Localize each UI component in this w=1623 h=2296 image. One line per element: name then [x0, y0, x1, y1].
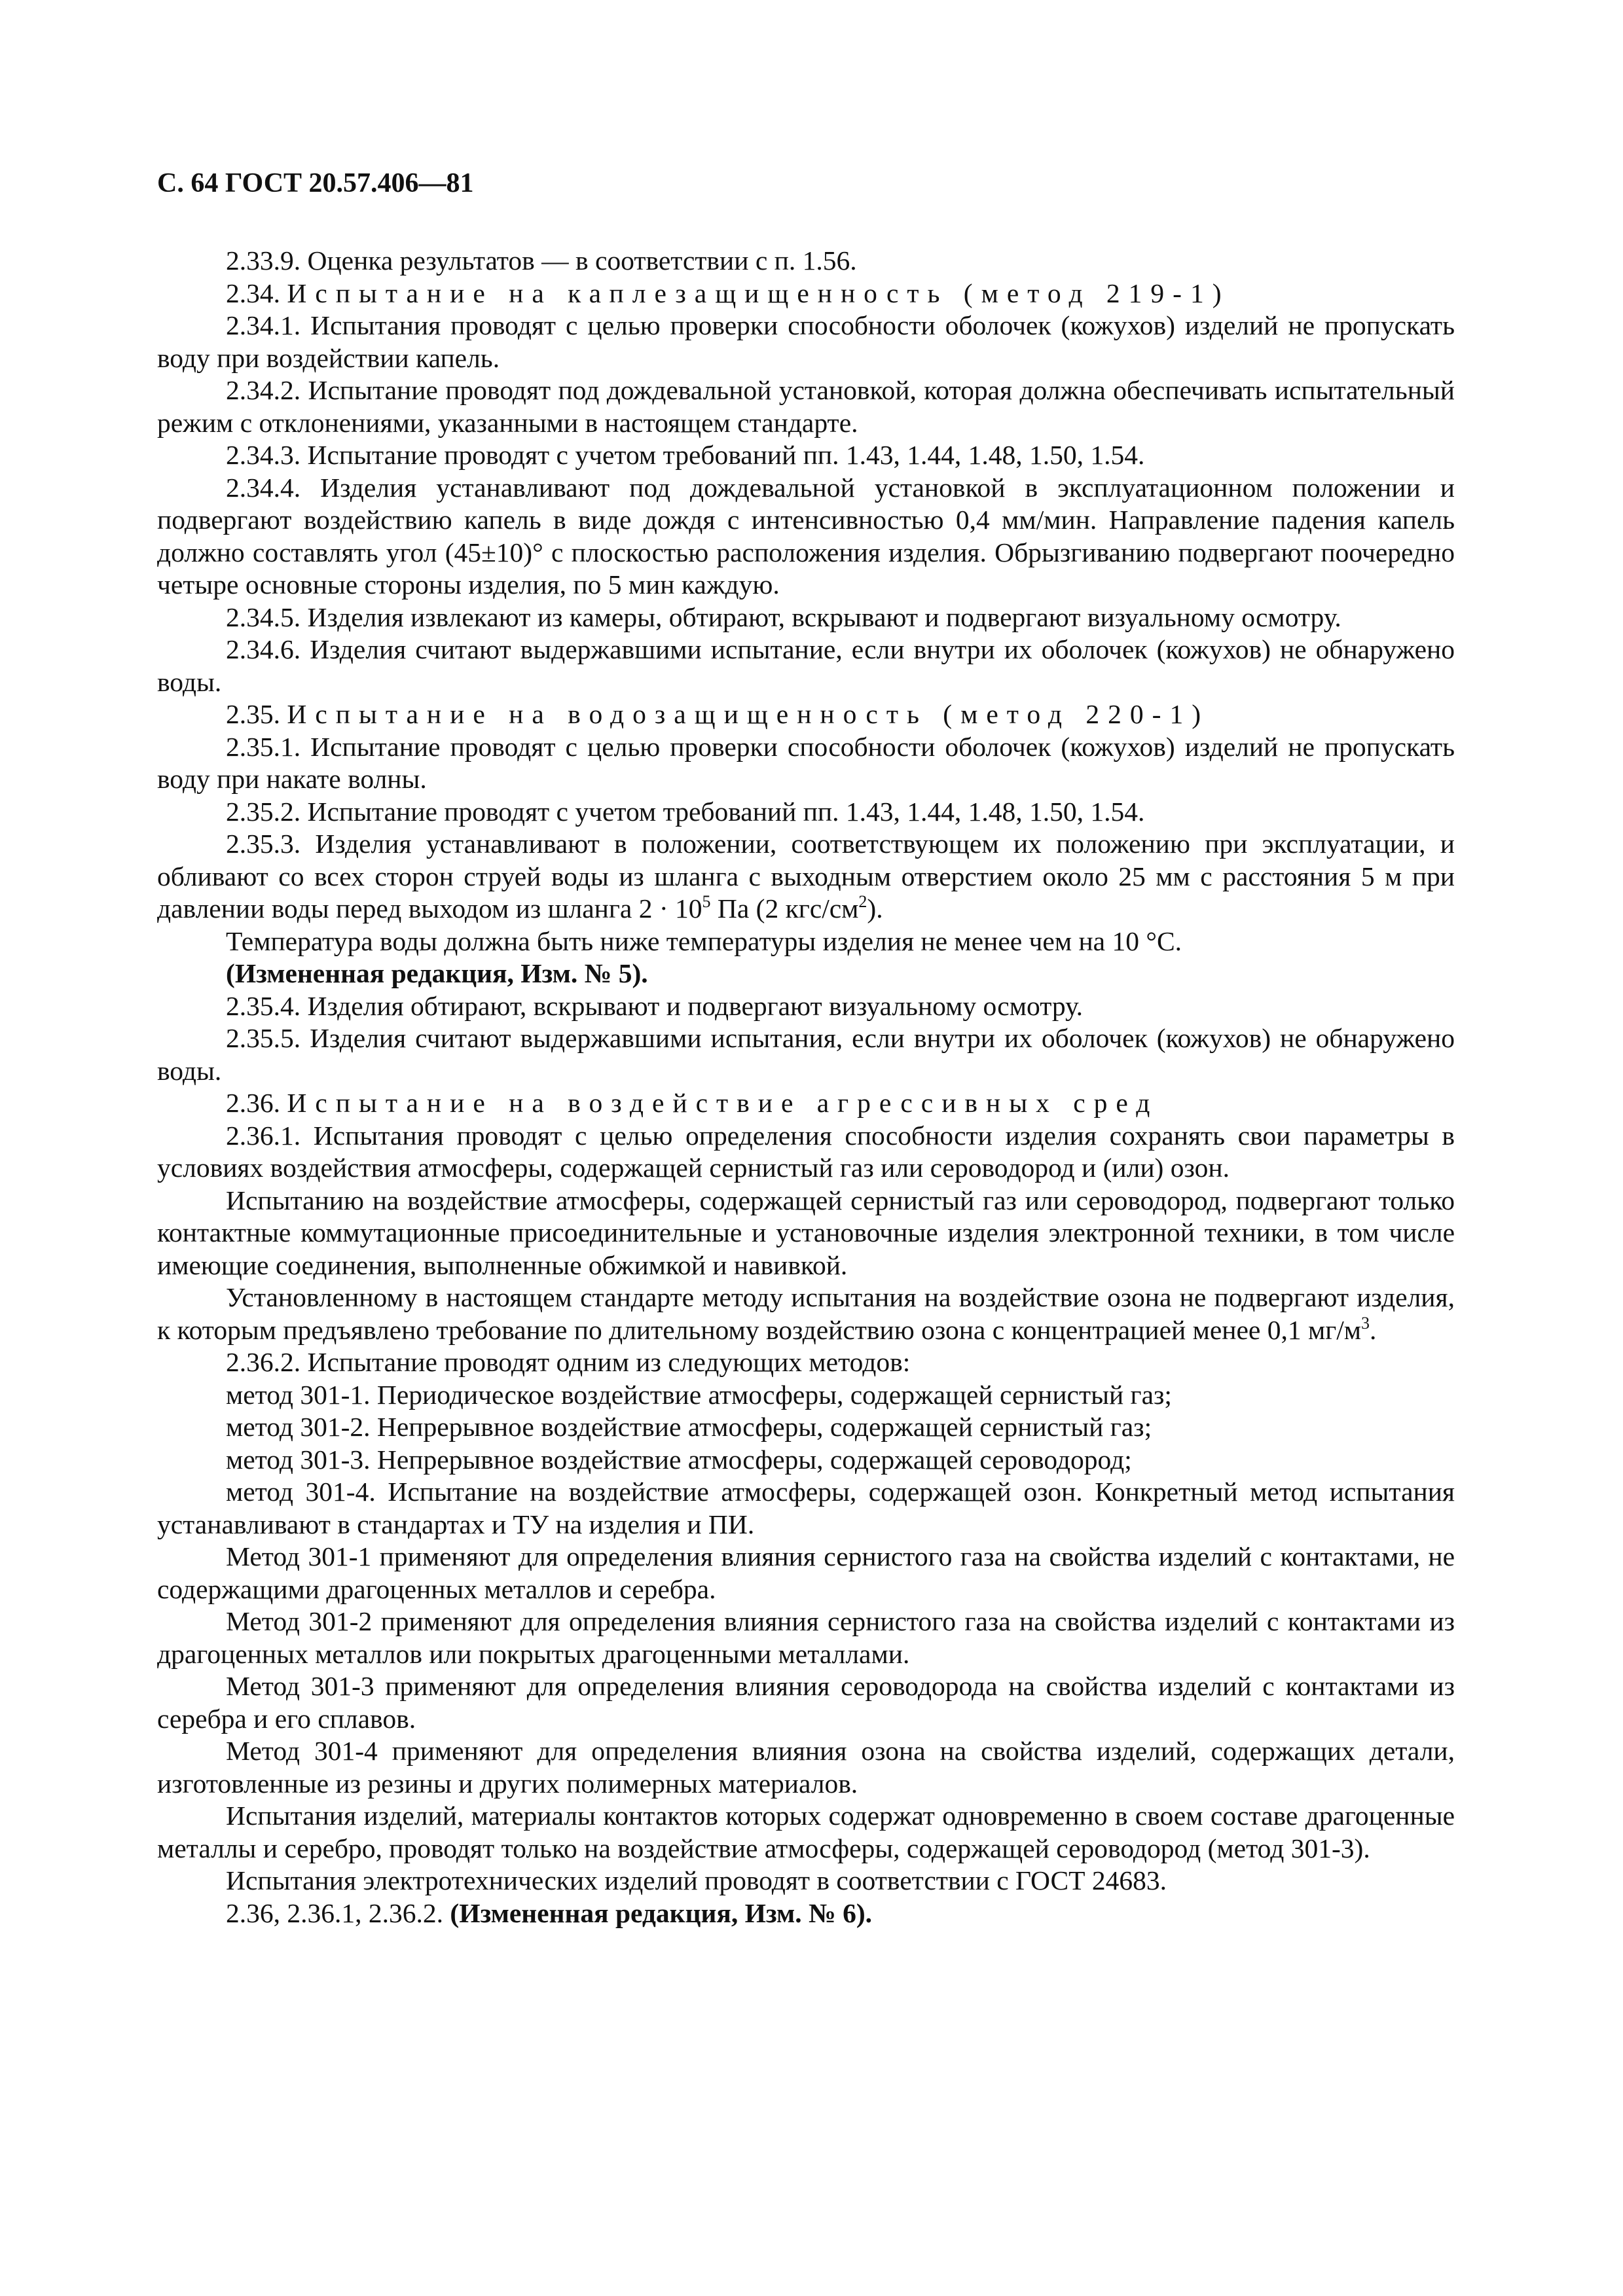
text-run: ).	[867, 893, 883, 924]
amendment-note-text: (Измененная редакция, Изм. № 5).	[226, 958, 648, 988]
paragraph: 2.35.4. Изделия обтирают, вскрывают и подвергают визуальному осмотру.	[226, 990, 1084, 1021]
section-title: Испытание на водозащищенность (метод 220-1)	[287, 699, 1210, 729]
paragraph: Метод 301-4 применяют для определения влияния озона на свойства изделий, содержащих детали, изготовленные из резины и других полимерных материалов.	[157, 1736, 1455, 1799]
paragraph: 2.34.1. Испытания проводят с целью проверки способности оболочек (кожухов) изделий не пропускать воду при воздействии капель.	[157, 310, 1455, 373]
paragraph: 2.35.1. Испытание проводят с целью проверки способности оболочек (кожухов) изделий не пропускать воду при накате волны.	[157, 731, 1455, 794]
section-heading	[157, 278, 1455, 310]
page-header: С. 64 ГОСТ 20.57.406—81	[157, 168, 474, 198]
text-run: 2.36, 2.36.1, 2.36.2.	[226, 1897, 450, 1928]
paragraph: 2.34.6. Изделия считают выдержавшими испытание, если внутри их оболочек (кожухов) не обнаружено воды.	[157, 634, 1455, 697]
paragraph: 2.34.2. Испытание проводят под дождевальной установкой, которая должна обеспечивать испытательный режим с отклонениями, указанными в настоящем стандарте.	[157, 375, 1455, 438]
text-run: .	[1370, 1314, 1377, 1345]
amendment-note-text: (Измененная редакция, Изм. № 6).	[450, 1897, 873, 1928]
amendment-note	[157, 958, 1455, 990]
paragraph: Метод 301-1 применяют для определения влияния сернистого газа на свойства изделий с контактами, не содержащими драгоценных металлов и серебра.	[157, 1541, 1455, 1604]
amendment-note	[157, 1897, 1455, 1930]
method-list-item: метод 301-1. Периодическое воздействие атмосферы, содержащей сернистый газ;	[226, 1379, 1172, 1410]
section-heading	[157, 698, 1455, 731]
superscript: 3	[1361, 1313, 1370, 1333]
document-body	[157, 245, 1455, 1929]
paragraph: 2.36.2. Испытание проводят одним из следующих методов:	[226, 1347, 911, 1377]
text-run: Па (2 кгс/см	[710, 893, 859, 924]
paragraph: 2.36.1. Испытания проводят с целью определения способности изделия сохранять свои параметры в условиях воздействия атмосферы, содержащей сернистый газ или сероводород и (или) озон.	[157, 1120, 1455, 1183]
section-number: 2.36.	[226, 1088, 287, 1118]
method-list-item: метод 301-4. Испытание на воздействие атмосферы, содержащей озон. Конкретный метод испытания устанавливают в стандартах и ТУ на изделия и ПИ.	[157, 1477, 1455, 1539]
section-title: Испытание на каплезащищенность (метод 219-1)	[287, 278, 1230, 308]
paragraph: Температура воды должна быть ниже температуры изделия не менее чем на 10 °С.	[226, 925, 1182, 956]
section-title: Испытание на воздействие агрессивных сред	[287, 1088, 1159, 1118]
paragraph: 2.35.5. Изделия считают выдержавшими испытания, если внутри их оболочек (кожухов) не обнаружено воды.	[157, 1023, 1455, 1086]
paragraph: Испытания электротехнических изделий проводят в соответствии с ГОСТ 24683.	[226, 1865, 1167, 1895]
paragraph: 2.34.5. Изделия извлекают из камеры, обтирают, вскрывают и подвергают визуальному осмотру.	[226, 601, 1341, 632]
text-run: 2.35.3. Изделия устанавливают в положении, соответствующем их положению при эксплуатации, и обливают со всех сторон струей воды из шланга с выходным отверстием около 25 мм с расстояния 5 м при давлении воды перед выходом из шланга 2 · 10	[157, 829, 1455, 924]
paragraph: Испытания изделий, материалы контактов которых содержат одновременно в своем составе драгоценные металлы и серебро, проводят только на воздействие атмосферы, содержащей сероводород (метод 301-3).	[157, 1801, 1455, 1863]
method-list-item: метод 301-2. Непрерывное воздействие атмосферы, содержащей сернистый газ;	[226, 1412, 1152, 1442]
section-number: 2.35.	[226, 699, 287, 729]
paragraph	[157, 828, 1455, 925]
paragraph: Испытанию на воздействие атмосферы, содержащей сернистый газ или сероводород, подвергают только контактные коммутационные присоединительные и установочные изделия электронной техники, в том числе имеющие соединения, выполненные обжимкой и навивкой.	[157, 1185, 1455, 1280]
text-run: Установленному в настоящем стандарте методу испытания на воздействие озона не подвергают изделия, к которым предъявлено требование по длительному воздействию озона с концентрацией менее 0,1 мг/м	[157, 1282, 1455, 1345]
paragraph	[157, 1282, 1455, 1346]
paragraph: 2.34.4. Изделия устанавливают под дождевальной установкой в эксплуатационном положении и подвергают воздействию капель в виде дождя с интенсивностью 0,4 мм/мин. Направление падения капель должно составлять угол (45±10)° с плоскостью расположения изделия. Обрызгиванию подвергают поочередно четыре основные стороны изделия, по 5 мин каждую.	[157, 472, 1455, 600]
paragraph: 2.34.3. Испытание проводят с учетом требований пп. 1.43, 1.44, 1.48, 1.50, 1.54.	[226, 440, 1145, 470]
paragraph: Метод 301-3 применяют для определения влияния сероводорода на свойства изделий с контактами из серебра и его сплавов.	[157, 1671, 1455, 1734]
paragraph: 2.35.2. Испытание проводят с учетом требований пп. 1.43, 1.44, 1.48, 1.50, 1.54.	[226, 796, 1145, 827]
paragraph: 2.33.9. Оценка результатов — в соответствии с п. 1.56.	[226, 245, 857, 276]
paragraph: Метод 301-2 применяют для определения влияния сернистого газа на свойства изделий с контактами из драгоценных металлов или покрытых драгоценными металлами.	[157, 1606, 1455, 1669]
method-list-item: метод 301-3. Непрерывное воздействие атмосферы, содержащей сероводород;	[226, 1444, 1132, 1475]
section-number: 2.34.	[226, 278, 287, 308]
superscript: 2	[858, 892, 867, 911]
section-heading	[157, 1087, 1455, 1120]
superscript: 5	[702, 892, 711, 911]
